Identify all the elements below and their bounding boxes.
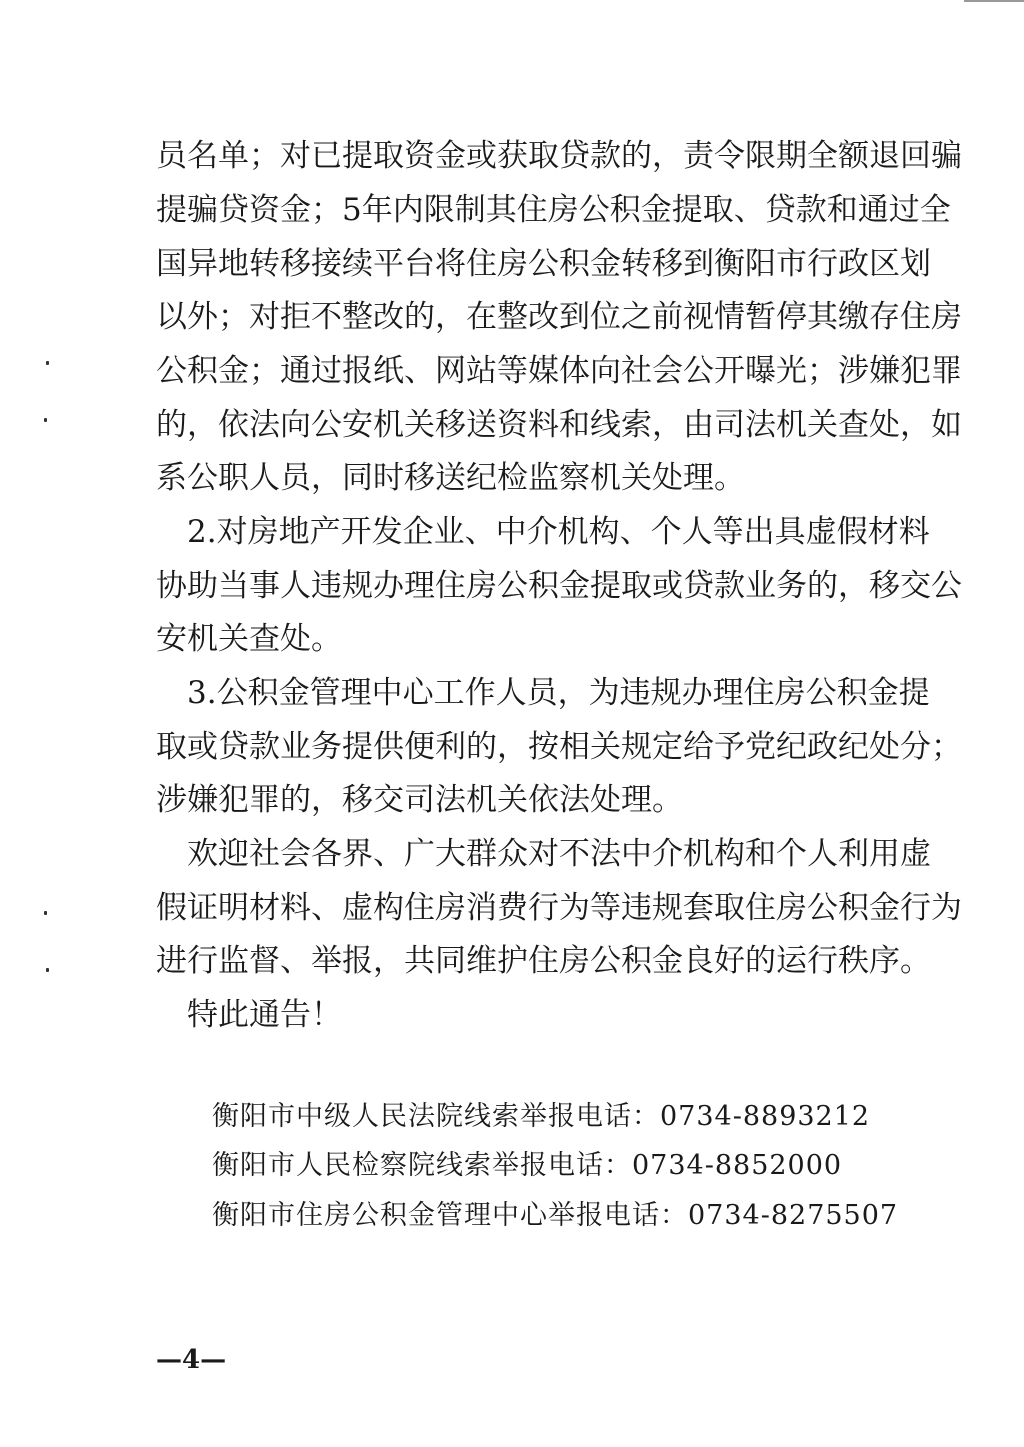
- body-line: 以外；对拒不整改的，在整改到位之前视情暂停其缴存住房: [156, 299, 962, 335]
- body-line: 取或贷款业务提供便利的，按相关规定给予党纪政纪处分；: [156, 729, 962, 765]
- binding-hole-mark: [46, 361, 49, 365]
- closing-line: 特此通告！: [156, 997, 342, 1033]
- body-line: 协助当事人违规办理住房公积金提取或贷款业务的，移交公: [156, 568, 962, 604]
- binding-hole-mark: [46, 968, 49, 972]
- body-line: 公积金；通过报纸、网站等媒体向社会公开曝光；涉嫌犯罪: [156, 353, 962, 389]
- body-line: 员名单；对已提取资金或获取贷款的，责令限期全额退回骗: [156, 138, 962, 174]
- body-line: 欢迎社会各界、广大群众对不法中介机构和个人利用虚: [156, 836, 931, 872]
- binding-hole-mark: [44, 911, 47, 915]
- body-line: 进行监督、举报，共同维护住房公积金良好的运行秩序。: [156, 943, 931, 979]
- body-line: 3.公积金管理中心工作人员，为违规办理住房公积金提: [156, 675, 930, 711]
- contact-line: 衡阳市住房公积金管理中心举报电话：0734-8275507: [212, 1200, 899, 1231]
- body-line: 2.对房地产开发企业、中介机构、个人等出具虚假材料: [156, 514, 930, 550]
- binding-hole-mark: [44, 418, 47, 422]
- body-line: 提骗贷资金；5年内限制其住房公积金提取、贷款和通过全: [156, 192, 951, 228]
- contact-line: 衡阳市中级人民法院线索举报电话：0734-8893212: [212, 1101, 871, 1132]
- body-line: 系公职人员，同时移送纪检监察机关处理。: [156, 460, 745, 496]
- scan-edge-mark: [964, 0, 1024, 2]
- body-line: 国异地转移接续平台将住房公积金转移到衡阳市行政区划: [156, 246, 931, 282]
- body-line: 假证明材料、虚构住房消费行为等违规套取住房公积金行为: [156, 890, 962, 926]
- body-line: 涉嫌犯罪的，移交司法机关依法处理。: [156, 782, 683, 818]
- contact-line: 衡阳市人民检察院线索举报电话：0734-8852000: [212, 1150, 843, 1181]
- page-number: —4—: [156, 1345, 227, 1375]
- body-line: 安机关查处。: [156, 621, 342, 657]
- body-line: 的，依法向公安机关移送资料和线索，由司法机关查处，如: [156, 407, 962, 443]
